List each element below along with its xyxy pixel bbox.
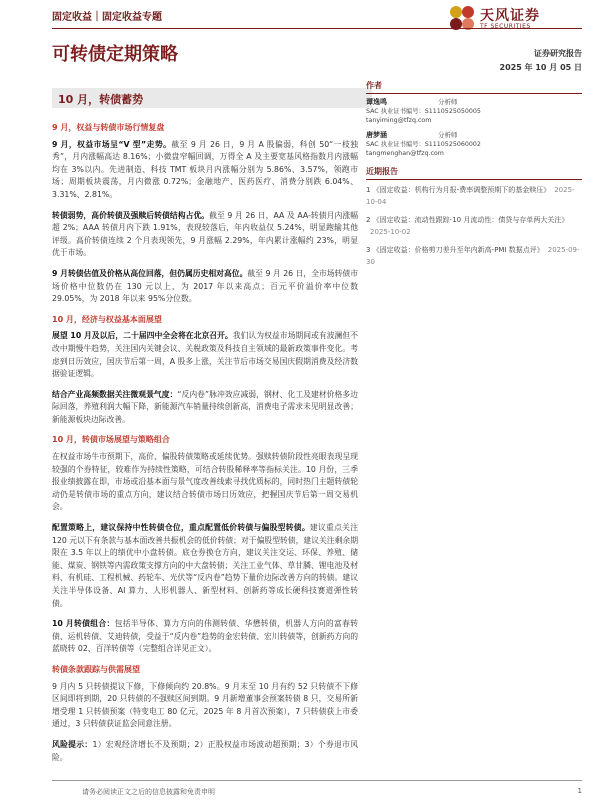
risk-paragraph	[52, 739, 358, 764]
paragraph-text: 包括半导体、算力方向的伟测转债、华懋转债，机器人方向的富春转债、运机转债、艾迪转债，受益于“反内卷”趋势的金宏转债、宏川转债等，创新药方向的蓝晓转 02、百洋转债等（完整组合详见正文）。	[52, 619, 358, 654]
related-reports-heading: 近期报告	[366, 166, 582, 180]
paragraph: 9 月内 5 只转债提议下修，下修倾向约 20.8%。9 月末至 10 月有约 52 只转债不下修区间即将到期，20 只转债的不强赎区间到期。9 月新增董事会预案转债 8 只，交易所新增受理 1 只转债预案（特变电工 80 亿元，2025 年 8 月首次预案），7 只转债获上市委通过，3 只转债获证监会同意注册。	[52, 681, 358, 729]
page-number: 1	[577, 787, 582, 795]
logo-text-en: TF SECURITIES	[480, 23, 531, 30]
related-report-item[interactable]	[366, 244, 582, 268]
analyst-email[interactable]: tanyiming@tfzq.com	[366, 117, 432, 124]
section-heading: 9 月，权益与转债市场行情复盘	[52, 123, 165, 132]
subtitle: 10 月，转债蓄势	[58, 93, 144, 106]
paragraph-text: “反内卷”脉冲效应减弱，钢材、化工及建材价格多边际回落，养殖利润大幅下降，新能源汽车销量持续创新高，消费电子需求未见明显改善；新能源板块边际改善。	[52, 389, 358, 424]
paragraph: 在权益市场牛市预期下，高价、偏股转债策略或延续优势。强赎转债阶段性亮眼表现呈现较强的个券特征，较难作为持续性策略，可结合转股稀释率等指标关注。10 月份，三季报业绩披露在即，市场或沿基本面与景气度改善线索寻找优质标的，同时热门主题转债轮动仍是转债市场的重点方向，建议结合转债市场日历效应，把握国庆节后第一周交易机会。	[52, 452, 358, 512]
footer-disclaimer: 请务必阅读正文之后的信息披露和免责申明	[82, 788, 215, 796]
paragraph-lead: 转债弱势，高价转债及强赎后转债结构占优。	[52, 210, 210, 220]
related-report-date: 2025-10-02	[370, 228, 411, 236]
section-heading: 10 月，经济与权益基本面展望	[52, 314, 162, 324]
company-logo	[446, 2, 556, 34]
paragraph-text: 建议重点关注 120 元以下有条款与基本面改善共振机会的低价转债；对于偏股型转债，建议关注剩余期限在 3.5 年以上的绩优中小盘转债。底仓券换仓方向，建议关注交运、环保、养殖、储能、煤炭、钢铁等内需政策支撑方向的中大盘转债；关注工业气体、草甘膦、锂电池及材料、有机硅、工程机械、药轮车、光伏等“反内卷”趋势下量价边际改善方向的转债。建议关注半导体设备、AI 算力、人形机器人、新型材料、创新药等成长硬科技赛道弹性转债。	[52, 523, 359, 608]
paragraph-text: 1）宏观经济增长不及预期；2）正股权益市场波动超预期；3）个券退市风险。	[52, 739, 358, 762]
sidebar	[366, 80, 582, 274]
related-report-title: 3 《固定收益：价格剪刀差升至年内新高-PMI 数据点评》	[366, 246, 544, 254]
related-report-item[interactable]	[366, 214, 582, 238]
paragraph-text: 我们认为权益市场期间或有波澜但不改中期慢牛趋势，关注国内关键会议、关税政策及科技自主领域的最新政策事件变化。考虑到日历效应，国庆节后第一周，A 股多上涨，关注节后市场交易国庆假期消费及经济数据验证逻辑。	[52, 331, 359, 379]
paragraph	[52, 268, 358, 306]
analyst-name: 唐梦涵	[366, 131, 387, 139]
analyst-name: 谭逸鸣	[366, 98, 387, 106]
analyst-email[interactable]: tangmenghan@tfzq.com	[366, 150, 444, 157]
paragraph	[52, 330, 358, 380]
paragraph	[52, 210, 358, 260]
paragraph	[52, 389, 358, 427]
report-type: 证券研究报告	[534, 49, 582, 58]
page-title: 可转债定期策略	[52, 44, 178, 65]
analyst-cert: SAC 执业证书编号：S1110525050005	[366, 108, 481, 115]
paragraph-lead: 9 月转债估值及价格从高位回落，但仍属历史相对高位。	[52, 268, 248, 278]
paragraph-text: 截至 9 月 26 日，9 月 A 股偏弱，科创 50“一枝独秀”，月内涨幅高达 8.16%；小微盘窄幅回调，万得全 A 及主要宽基风格指数月内涨幅均在 3%以内。先进制造、科技 TMT 板块月内涨幅分别为 5.86%、3.57%，领跑市场；周期板块震荡，月内微涨 0.72%；金融地产、医药医疗、消费分别跌 6.04%、3.31%、2.81%。	[52, 139, 358, 199]
author-heading: 作者	[366, 80, 582, 94]
related-report-date: 2025-10-04	[366, 186, 575, 206]
paragraph-lead: 结合产业高频数据关注微观景气度：	[52, 389, 178, 399]
related-report-date: 2025-09-30	[366, 246, 580, 266]
related-report-title: 1 《固定收益：机构行为月报-费率调整预期下的基金赎压》	[366, 186, 551, 194]
paragraph	[52, 522, 358, 610]
analyst-card	[366, 98, 582, 125]
analyst-role: 分析师	[438, 131, 458, 139]
analyst-cert: SAC 执业证书编号：S1110525060002	[366, 141, 481, 148]
page-footer	[52, 780, 582, 796]
analyst-role: 分析师	[438, 98, 458, 106]
logo-text-cn: 天风证券	[480, 8, 540, 24]
related-report-title: 2 《固定收益：流动性跟踪-10 月流动性：债贷与存单两大关注》	[366, 216, 569, 224]
paragraph	[52, 139, 358, 202]
section-heading: 转债条款跟踪与供需展望	[52, 664, 140, 674]
paragraph-lead: 展望 10 月及以后，二十届四中全会将在北京召开。	[52, 331, 233, 341]
header-rule	[52, 28, 582, 29]
paragraph-lead: 风险提示：	[52, 739, 93, 749]
subtitle-bar	[52, 88, 372, 108]
report-category: 固定收益｜固定收益专题	[52, 12, 162, 23]
paragraph-lead: 9 月，权益市场呈“V 型”走势。	[52, 139, 172, 149]
analyst-card	[366, 131, 582, 158]
paragraph-lead: 配置策略上，建议保持中性转债仓位，重点配置低价转债与偏股型转债。	[52, 523, 310, 533]
paragraph	[52, 618, 358, 656]
related-report-item[interactable]	[366, 184, 582, 208]
logo-mark-icon	[446, 2, 478, 34]
section-heading: 10 月，转债市场展望与策略组合	[52, 435, 170, 445]
paragraph-text: 截至 9 月 26 日，全市场转债市场价格中位数仍在 130 元以上，为 2017 年以来高点；百元平价溢价率中位数 29.05%，为 2018 年以来 95%分位数。	[52, 268, 358, 304]
paragraph-text: 截至 9 月 26 日，AA 及 AA-转债月内涨幅超 2%；AAA 转债月内下跌 1.91%，表现较落后，年内收益仅 5.24%，明显跑输其他评级。高价转债连续 2 个月表现领先，9 月涨幅 2.29%，年内累计涨幅约 23%，明显优于市场。	[52, 210, 358, 258]
report-date: 2025 年 10 月 05 日	[499, 63, 582, 72]
main-body	[52, 118, 358, 772]
paragraph-lead: 10 月转债组合：	[52, 619, 115, 629]
